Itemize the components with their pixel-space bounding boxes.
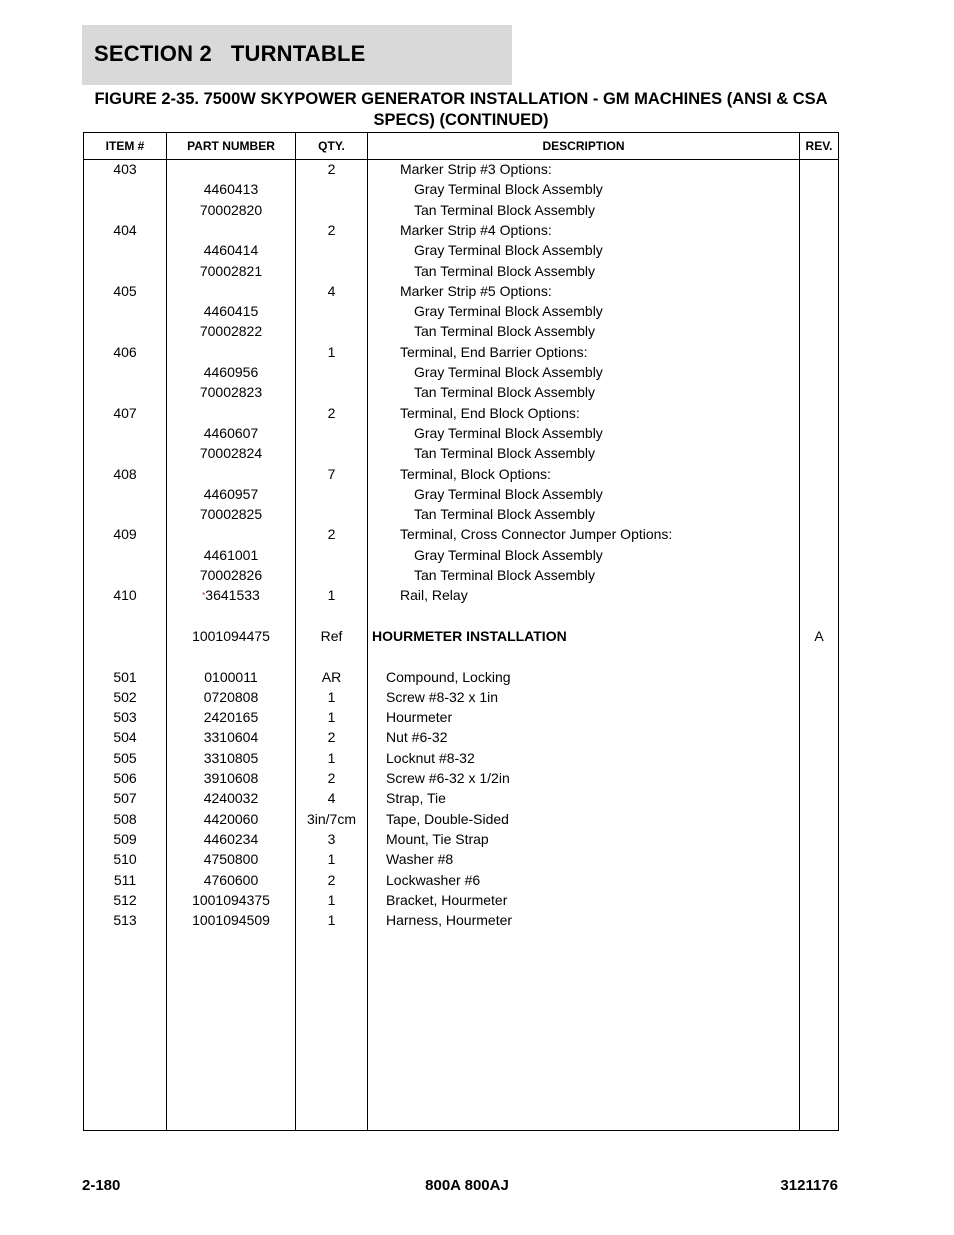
item-number: 513 xyxy=(113,912,137,929)
quantity: 2 xyxy=(327,221,336,238)
description: Gray Terminal Block Assembly xyxy=(414,485,603,502)
item-number xyxy=(84,179,166,199)
description: Tan Terminal Block Assembly xyxy=(414,323,596,340)
part-number: 1001094475 xyxy=(192,627,270,644)
table-row xyxy=(84,626,838,646)
part-number xyxy=(167,342,295,362)
part-number: 4460413 xyxy=(203,181,259,198)
item-number: 508 xyxy=(113,810,137,827)
part-number: 4460234 xyxy=(203,830,259,847)
item-number xyxy=(84,240,166,260)
quantity: 1 xyxy=(327,709,336,726)
description: Terminal, End Block Options: xyxy=(400,404,580,421)
part-number-text: 3641533 xyxy=(205,587,260,604)
item-number xyxy=(84,443,166,463)
part-number: 2420165 xyxy=(203,709,259,726)
quantity xyxy=(296,362,367,382)
description: Marker Strip #5 Options: xyxy=(400,282,552,299)
description: Terminal, Block Options: xyxy=(400,465,551,482)
item-number: 504 xyxy=(113,729,137,746)
part-number: 3310604 xyxy=(203,729,259,746)
description: Tan Terminal Block Assembly xyxy=(414,201,596,218)
part-number: 70002821 xyxy=(199,262,263,279)
section-title: SECTION 2 TURNTABLE xyxy=(94,41,366,66)
item-number: 511 xyxy=(113,871,137,888)
item-number xyxy=(84,484,166,504)
item-number: 506 xyxy=(113,770,137,786)
quantity: AR xyxy=(321,668,342,685)
description: Bracket, Hourmeter xyxy=(386,891,508,908)
table-row xyxy=(84,240,838,260)
quantity: 1 xyxy=(327,912,336,929)
item-number xyxy=(84,626,166,646)
quantity: 1 xyxy=(327,343,336,360)
description: Tan Terminal Block Assembly xyxy=(414,262,596,279)
item-number xyxy=(84,545,166,565)
quantity: 2 xyxy=(327,526,336,543)
item-number xyxy=(84,646,166,666)
item-number xyxy=(84,565,166,585)
description: Hourmeter xyxy=(386,709,453,726)
item-number: 408 xyxy=(113,465,137,482)
table-row xyxy=(84,707,838,727)
part-number: 4240032 xyxy=(203,790,259,807)
part-number xyxy=(167,606,295,626)
quantity: 1 xyxy=(327,749,336,766)
item-number xyxy=(84,504,166,524)
quantity: 7 xyxy=(327,465,336,482)
table-row xyxy=(84,829,838,849)
quantity xyxy=(296,606,367,626)
item-number: 502 xyxy=(113,688,137,705)
document-number: 3121176 xyxy=(780,1177,838,1194)
item-number xyxy=(84,261,166,281)
item-number xyxy=(84,200,166,220)
table-row xyxy=(84,220,838,240)
part-number xyxy=(167,159,295,179)
section-banner xyxy=(82,25,512,85)
part-number: 4461001 xyxy=(203,546,259,563)
quantity: Ref xyxy=(320,627,343,644)
header-rev: REV. xyxy=(805,139,833,153)
table-row xyxy=(84,545,838,565)
item-number: 509 xyxy=(113,830,137,847)
quantity xyxy=(296,565,367,585)
item-number xyxy=(84,301,166,321)
quantity xyxy=(296,321,367,341)
table-row xyxy=(84,606,838,626)
quantity xyxy=(296,484,367,504)
description: Gray Terminal Block Assembly xyxy=(414,364,603,380)
quantity: 3 xyxy=(327,830,336,847)
part-number: 4420060 xyxy=(203,810,259,827)
quantity xyxy=(296,423,367,443)
table-row xyxy=(84,321,838,341)
part-number: 70002822 xyxy=(199,323,263,340)
item-number: 404 xyxy=(113,221,137,238)
table-row xyxy=(84,910,838,930)
table-row xyxy=(84,443,838,463)
header-part-number: PART NUMBER xyxy=(187,139,275,153)
table-row xyxy=(84,159,838,179)
quantity: 1 xyxy=(327,851,336,868)
table-row xyxy=(84,200,838,220)
quantity xyxy=(296,261,367,281)
part-number: 0720808 xyxy=(203,688,259,705)
quantity xyxy=(296,504,367,524)
description: Harness, Hourmeter xyxy=(386,912,513,929)
table-row xyxy=(84,464,838,484)
table-row xyxy=(84,809,838,829)
table-row xyxy=(84,748,838,768)
description: Compound, Locking xyxy=(386,668,511,685)
quantity: 2 xyxy=(327,404,336,421)
item-number: 507 xyxy=(113,790,137,807)
item-number: 510 xyxy=(113,851,137,868)
table-row xyxy=(84,301,838,321)
table-row xyxy=(84,423,838,443)
figure-title: FIGURE 2-35. 7500W SKYPOWER GENERATOR INSTALLATION - GM MACHINES (ANSI & CSA SPECS) (CONTINUED) xyxy=(94,90,828,129)
description: Tan Terminal Block Assembly xyxy=(414,384,596,401)
part-number xyxy=(167,220,295,240)
part-number: 3910608 xyxy=(203,770,259,786)
revision-marker: * xyxy=(202,591,206,601)
description: Mount, Tie Strap xyxy=(386,830,489,847)
part-number xyxy=(167,646,295,666)
part-number: 3310805 xyxy=(203,749,259,766)
item-number: 409 xyxy=(113,526,137,543)
part-number xyxy=(167,464,295,484)
part-number xyxy=(167,524,295,544)
part-number: 4460957 xyxy=(203,485,259,502)
table-row xyxy=(84,281,838,301)
quantity: 4 xyxy=(327,282,336,299)
part-number: 70002820 xyxy=(199,201,263,218)
quantity xyxy=(296,301,367,321)
item-number xyxy=(84,423,166,443)
description: Nut #6-32 xyxy=(386,729,448,746)
part-number: 4460414 xyxy=(203,242,259,259)
part-number: 1001094509 xyxy=(192,912,270,929)
part-number: 4750800 xyxy=(203,851,259,868)
part-number xyxy=(167,585,295,605)
quantity: 3in/7cm xyxy=(306,810,357,827)
item-number: 501 xyxy=(113,668,137,685)
description: Marker Strip #4 Options: xyxy=(400,221,552,238)
table-row xyxy=(84,565,838,585)
table-row xyxy=(84,687,838,707)
item-number: 410 xyxy=(113,587,137,604)
item-number xyxy=(84,606,166,626)
table-row xyxy=(84,788,838,808)
part-number: 70002823 xyxy=(199,384,263,401)
quantity: 1 xyxy=(327,688,336,705)
description: Tan Terminal Block Assembly xyxy=(414,445,596,462)
description: Tan Terminal Block Assembly xyxy=(414,567,596,583)
description: HOURMETER INSTALLATION xyxy=(372,627,567,644)
description: Rail, Relay xyxy=(400,587,468,604)
description: Gray Terminal Block Assembly xyxy=(414,424,603,441)
quantity xyxy=(296,646,367,666)
description: Terminal, Cross Connector Jumper Options: xyxy=(400,526,673,543)
table-row xyxy=(84,727,838,747)
table-row xyxy=(84,261,838,281)
header-qty: QTY. xyxy=(318,139,345,153)
item-number xyxy=(84,321,166,341)
parts-table xyxy=(83,132,839,1131)
part-number: 4460607 xyxy=(203,424,259,441)
part-number: 1001094375 xyxy=(192,891,270,908)
table-row xyxy=(84,403,838,423)
table-row xyxy=(84,890,838,910)
header-description: DESCRIPTION xyxy=(542,139,625,153)
quantity xyxy=(296,240,367,260)
description: Lockwasher #6 xyxy=(386,871,481,888)
quantity: 4 xyxy=(327,790,336,807)
description: Gray Terminal Block Assembly xyxy=(414,303,603,320)
quantity: 1 xyxy=(327,587,336,604)
description: Tape, Double-Sided xyxy=(386,810,509,827)
description xyxy=(368,606,802,626)
table-row xyxy=(84,342,838,362)
revision: A xyxy=(814,627,824,644)
table-row xyxy=(84,524,838,544)
item-number xyxy=(84,382,166,402)
description: Strap, Tie xyxy=(386,790,446,807)
quantity xyxy=(296,179,367,199)
quantity xyxy=(296,443,367,463)
part-number: 4760600 xyxy=(203,871,259,888)
part-number: 70002825 xyxy=(199,506,263,523)
item-number: 407 xyxy=(113,404,137,421)
quantity: 2 xyxy=(327,770,336,786)
description: Terminal, End Barrier Options: xyxy=(400,343,588,360)
item-number: 512 xyxy=(113,891,137,908)
table-row xyxy=(84,382,838,402)
description: Screw #6-32 x 1/2in xyxy=(386,770,510,786)
table-row xyxy=(84,768,838,788)
item-number: 405 xyxy=(113,282,137,299)
quantity xyxy=(296,545,367,565)
quantity: 2 xyxy=(327,161,336,177)
table-row xyxy=(84,667,838,687)
item-number xyxy=(84,362,166,382)
description: Gray Terminal Block Assembly xyxy=(414,546,603,563)
table-row xyxy=(84,362,838,382)
part-number xyxy=(167,281,295,301)
description: Locknut #8-32 xyxy=(386,749,475,766)
part-number: 4460956 xyxy=(203,364,259,380)
quantity: 1 xyxy=(327,891,336,908)
part-number xyxy=(167,403,295,423)
description: Washer #8 xyxy=(386,851,454,868)
table-row xyxy=(84,484,838,504)
description xyxy=(368,646,802,666)
table-row xyxy=(84,646,838,666)
model-name: 800A 800AJ xyxy=(425,1177,509,1194)
item-number: 406 xyxy=(113,343,137,360)
table-row xyxy=(84,870,838,890)
description: Gray Terminal Block Assembly xyxy=(414,242,603,259)
quantity: 2 xyxy=(327,871,336,888)
table-row xyxy=(84,585,838,605)
description: Marker Strip #3 Options: xyxy=(400,161,552,177)
part-number: 0100011 xyxy=(204,668,258,685)
part-number: 4460415 xyxy=(203,303,259,320)
item-number: 403 xyxy=(113,161,137,177)
description: Tan Terminal Block Assembly xyxy=(414,506,596,523)
header-item: ITEM # xyxy=(105,139,145,153)
part-number: 70002826 xyxy=(199,567,263,583)
description: Screw #8-32 x 1in xyxy=(386,688,499,705)
table-row xyxy=(84,179,838,199)
table-row xyxy=(84,504,838,524)
item-number: 503 xyxy=(113,709,137,726)
quantity: 2 xyxy=(327,729,336,746)
table-row xyxy=(84,849,838,869)
description: Gray Terminal Block Assembly xyxy=(414,181,603,198)
quantity xyxy=(296,200,367,220)
quantity xyxy=(296,382,367,402)
page-number: 2-180 xyxy=(82,1177,121,1194)
part-number: 70002824 xyxy=(199,445,263,462)
item-number: 505 xyxy=(113,749,137,766)
